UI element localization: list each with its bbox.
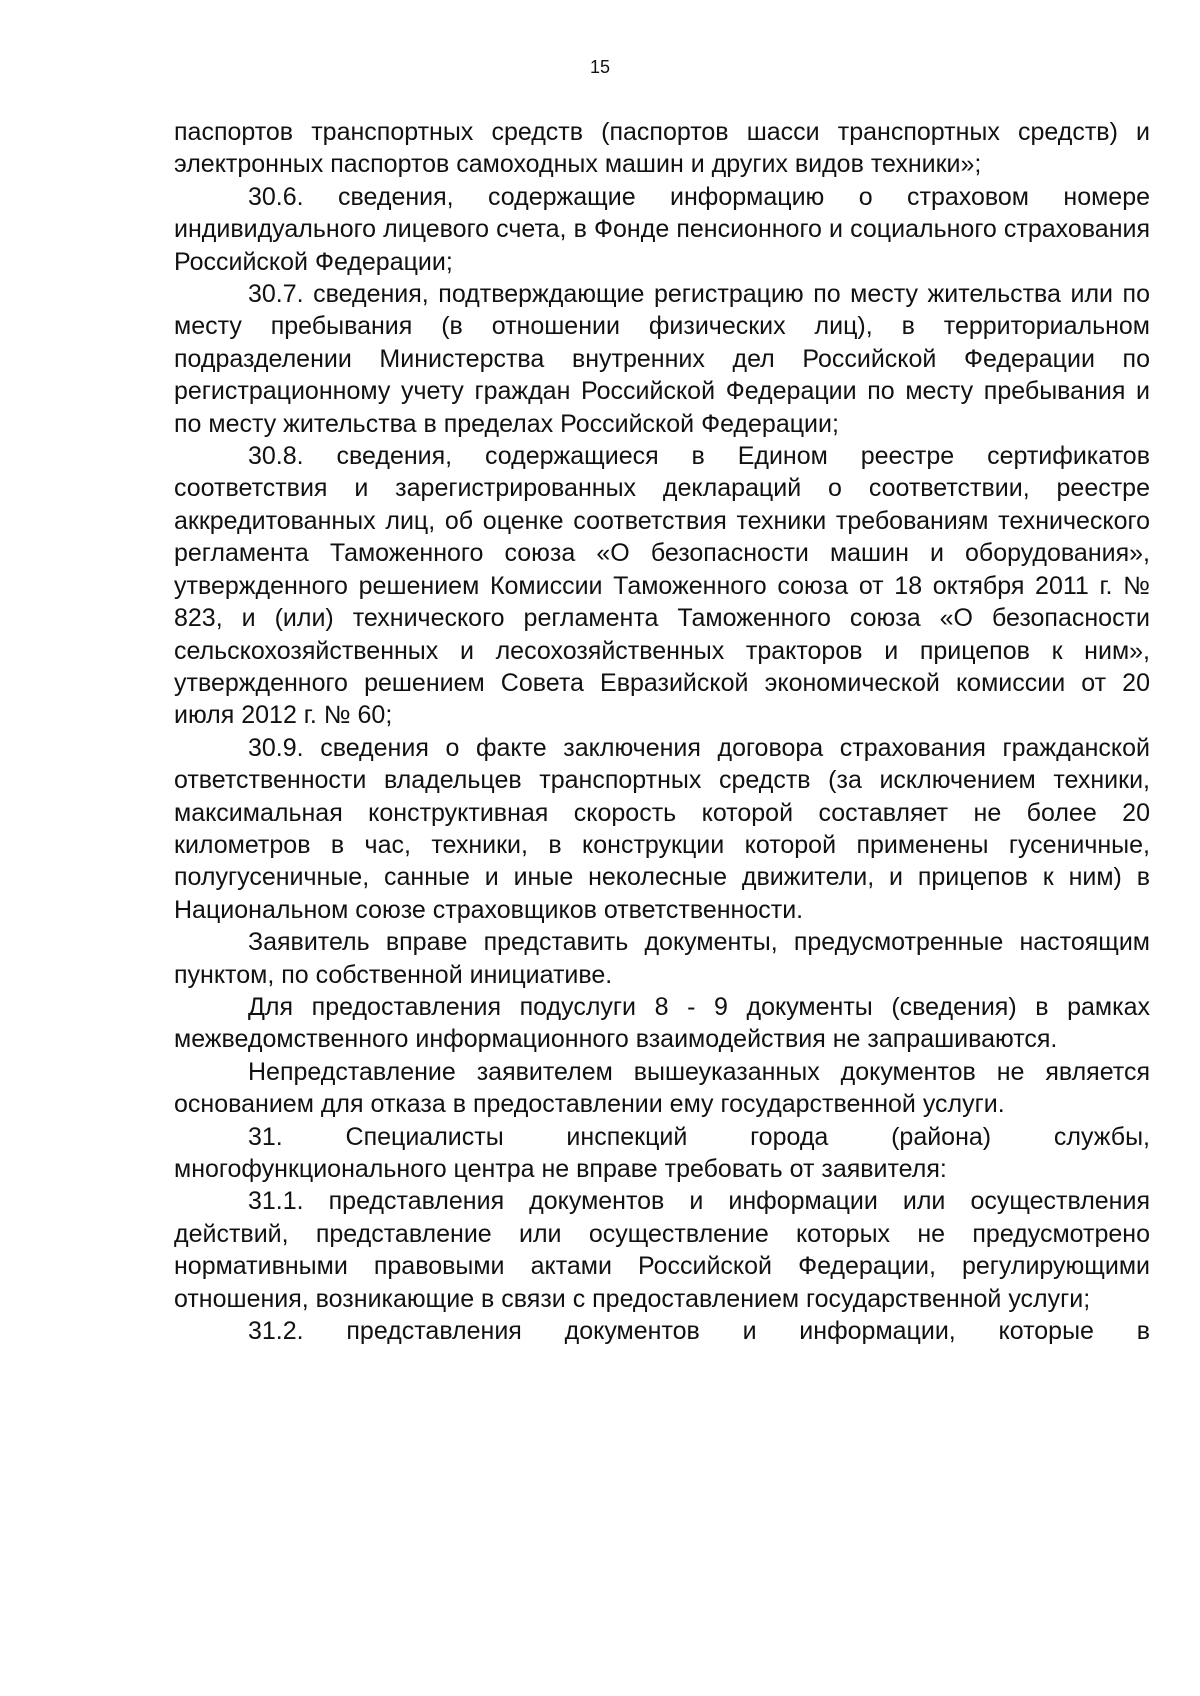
paragraph-applicant-right: Заявитель вправе представить документы, предусмотренные настоящим пунктом, по собственной инициативе. <box>174 928 1150 989</box>
paragraph-30-7: 30.7. сведения, подтверждающие регистрацию по месту жительства или по месту пребывания (в отношении физических лиц), в территориальном подразделении Министерства внутренних дел Российской Федерации по регистрационному учету граждан Российской Федерации по месту пребывания и по месту жительства в пределах Российской Федерации; <box>174 280 1150 438</box>
paragraph-31: 31. Специалисты инспекций города (района) службы, многофункционального центра не вправе требовать от заявителя: <box>174 1122 1150 1183</box>
paragraph-31-2: 31.2. представления документов и информации, которые в <box>248 1317 1150 1346</box>
paragraph-31-1: 31.1. представления документов и информации или осуществления действий, представление или осуществление которых не предусмотрено нормативными правовыми актами Российской Федерации, регулирующими отношения, возникающие в связи с предоставлением государственной услуги; <box>174 1187 1150 1313</box>
page-number: 15 <box>589 57 611 77</box>
paragraph-30-6: 30.6. сведения, содержащие информацию о страховом номере индивидуального лицевого счета, в Фонде пенсионного и социального страхования Российской Федерации; <box>174 182 1150 276</box>
paragraph-30-9: 30.9. сведения о факте заключения договора страхования гражданской ответственности владельцев транспортных средств (за исключением техники, максимальная конструктивная скорость которой составляет не более 20 километров в час, техники, в конструкции которой применены гусеничные, полугусеничные, санные и иные неколесные движители, и прицепов к ним) в Национальном союзе страховщиков ответственности. <box>174 733 1150 924</box>
paragraph-continuation: паспортов транспортных средств (паспортов шасси транспортных средств) и электронных паспортов самоходных машин и других видов техники»; <box>174 118 1150 179</box>
paragraph-30-8: 30.8. сведения, содержащиеся в Едином реестре сертификатов соответствия и зарегистрированных деклараций о соответствии, реестре аккредитованных лиц, об оценке соответствия техники требованиям технического регламента Таможенного союза «О безопасности машин и оборудования», утвержденного решением Комиссии Таможенного союза от 18 октября 2011 г. № 823, и (или) технического регламента Таможенного союза «О безопасности сельскохозяйственных и лесохозяйственных тракторов и прицепов к ним», утвержденного решением Совета Евразийской экономической комиссии от 20 июля 2012 г. № 60; <box>174 442 1150 730</box>
document-body <box>174 116 1150 1347</box>
paragraph-non-submission: Непредставление заявителем вышеуказанных документов не является основанием для отказа в предоставлении ему государственной услуги. <box>174 1057 1150 1119</box>
paragraph-subservice-8-9: Для предоставления подуслуги 8 - 9 документы (сведения) в рамках межведомственного информационного взаимодействия не запрашиваются. <box>174 992 1150 1054</box>
